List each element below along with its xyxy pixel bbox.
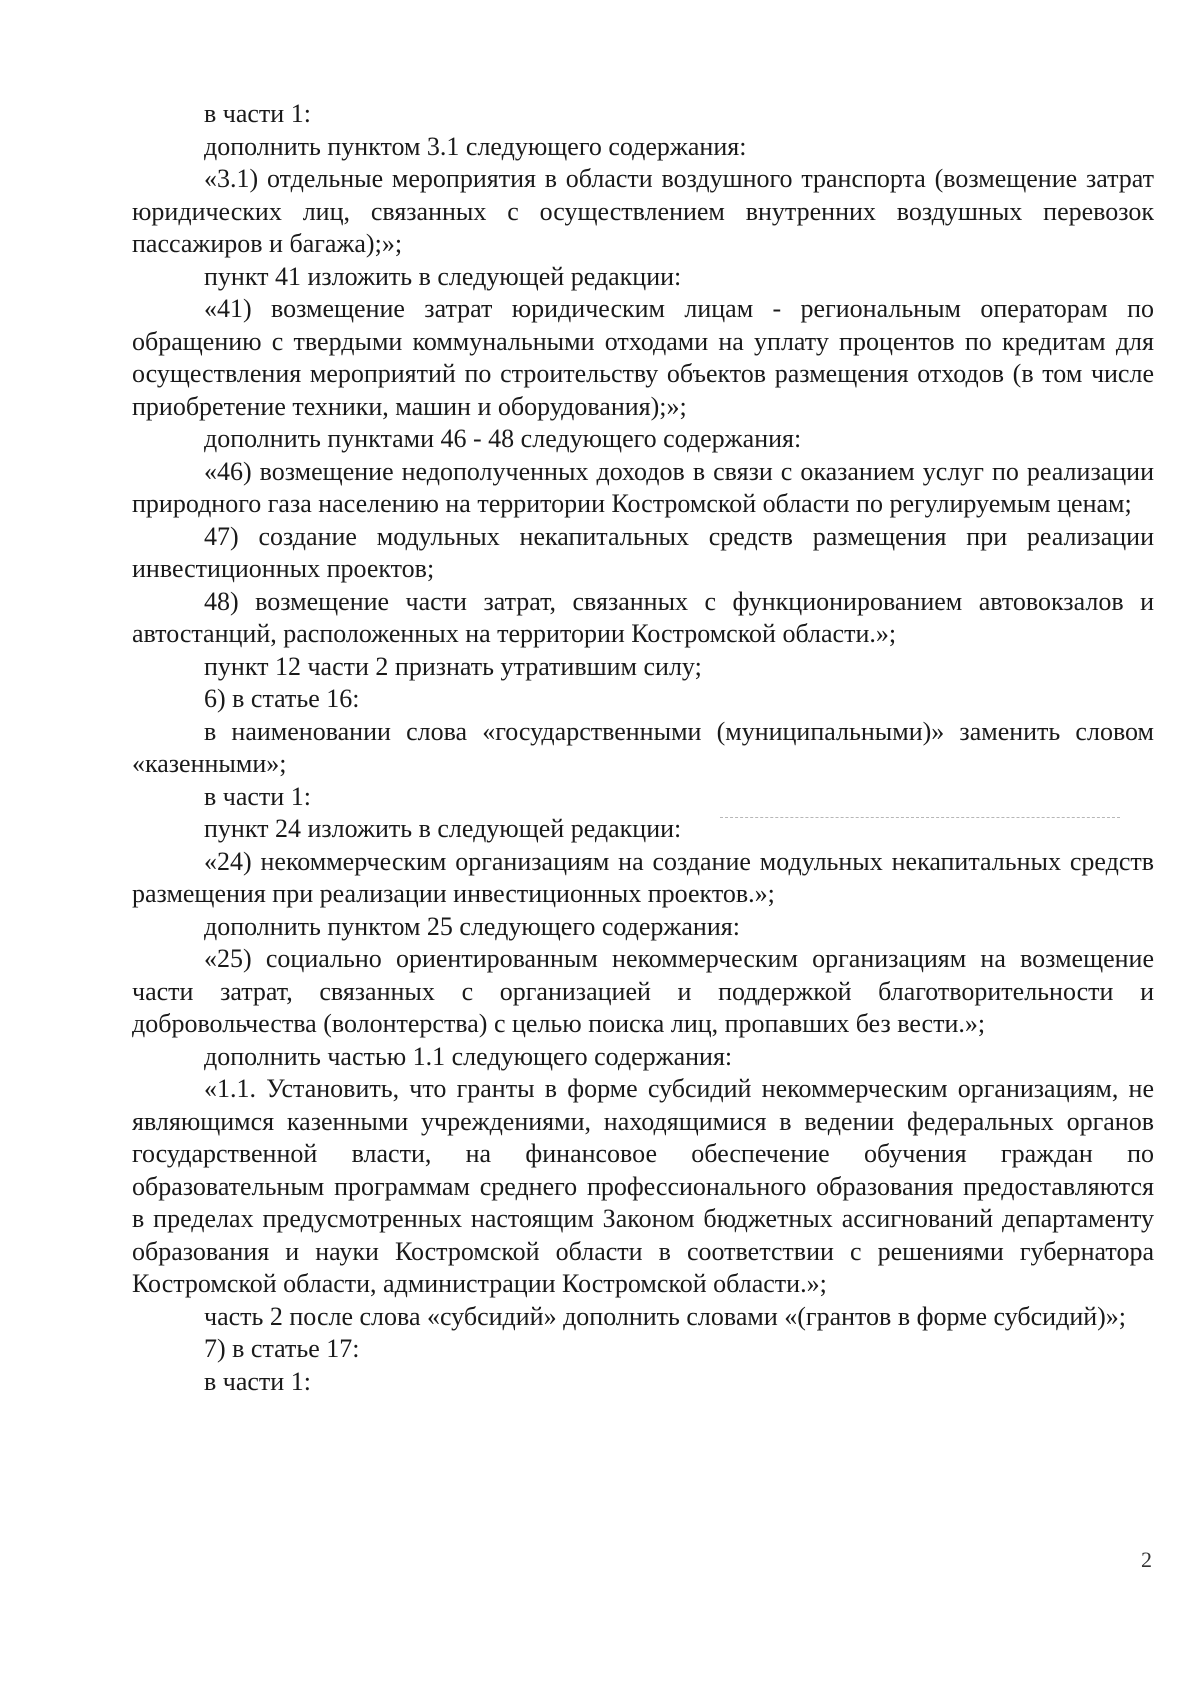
paragraph-12: в наименовании слова «государственными (муниципальными)» заменить словом «казенными»; [132, 716, 1154, 778]
paragraph-11: 6) в статье 16: [204, 684, 360, 713]
page-number: 2 [1141, 1547, 1152, 1572]
paragraph-4: пункт 41 изложить в следующей редакции: [204, 261, 682, 291]
paragraph-6: дополнить пунктами 46 - 48 следующего содержания: [204, 424, 802, 453]
paragraph-15: «24) некоммерческим организациям на создание модульных некапитальных средств размещения при реализации инвестиционных проектов.»; [132, 846, 1154, 908]
paragraph-20: часть 2 после слова «субсидий» дополнить словами «(грантов в форме субсидий)»; [204, 1301, 1127, 1331]
paragraph-16: дополнить пунктом 25 следующего содержания: [204, 911, 740, 941]
document-body [132, 98, 1154, 1398]
paragraph-18: дополнить частью 1.1 следующего содержания: [204, 1041, 733, 1071]
paragraph-5: «41) возмещение затрат юридическим лицам - региональным операторам по обращению с твердыми коммунальными отходами на уплату процентов по кредитам для осуществления мероприятий по строительству объектов размещения отходов (в том числе приобретение техники, машин и оборудования);»; [132, 294, 1154, 421]
paragraph-1: в части 1: [204, 99, 311, 128]
paragraph-17: «25) социально ориентированным некоммерческим организациям на возмещение части затрат, связанных с организацией и поддержкой благотворительности и добровольчества (волонтерства) с целью поиска лиц, пропавших без вести.»; [132, 944, 1154, 1038]
paragraph-10: пункт 12 части 2 признать утратившим силу; [204, 651, 702, 681]
paragraph-14: пункт 24 изложить в следующей редакции: [204, 814, 682, 843]
paragraph-22: в части 1: [204, 1366, 311, 1396]
paragraph-8: 47) создание модульных некапитальных средств размещения при реализации инвестиционных проектов; [132, 521, 1154, 583]
paragraph-2: дополнить пунктом 3.1 следующего содержания: [204, 131, 747, 161]
scan-artifact-line [720, 817, 1120, 818]
paragraph-3: «3.1) отдельные мероприятия в области воздушного транспорта (возмещение затрат юридических лиц, связанных с осуществлением внутренних воздушных перевозок пассажиров и багажа);»; [132, 164, 1154, 258]
paragraph-13: в части 1: [204, 781, 311, 811]
paragraph-21: 7) в статье 17: [204, 1334, 360, 1363]
paragraph-9: 48) возмещение части затрат, связанных с функционированием автовокзалов и автостанций, расположенных на территории Костромской области.»; [132, 586, 1154, 648]
paragraph-7: «46) возмещение недополученных доходов в связи с оказанием услуг по реализации природного газа населению на территории Костромской области по регулируемым ценам; [132, 456, 1154, 518]
paragraph-19: «1.1. Установить, что гранты в форме субсидий некоммерческим организациям, не являющимся казенными учреждениями, находящимися в ведении федеральных органов государственной власти, на финансовое обеспечение обучения граждан по образовательным программам среднего профессионального образования предоставляются в пределах предусмотренных настоящим Законом бюджетных ассигнований департаменту образования и науки Костромской области в соответствии с решениями губернатора Костромской области, администрации Костромской области.»; [132, 1074, 1154, 1298]
